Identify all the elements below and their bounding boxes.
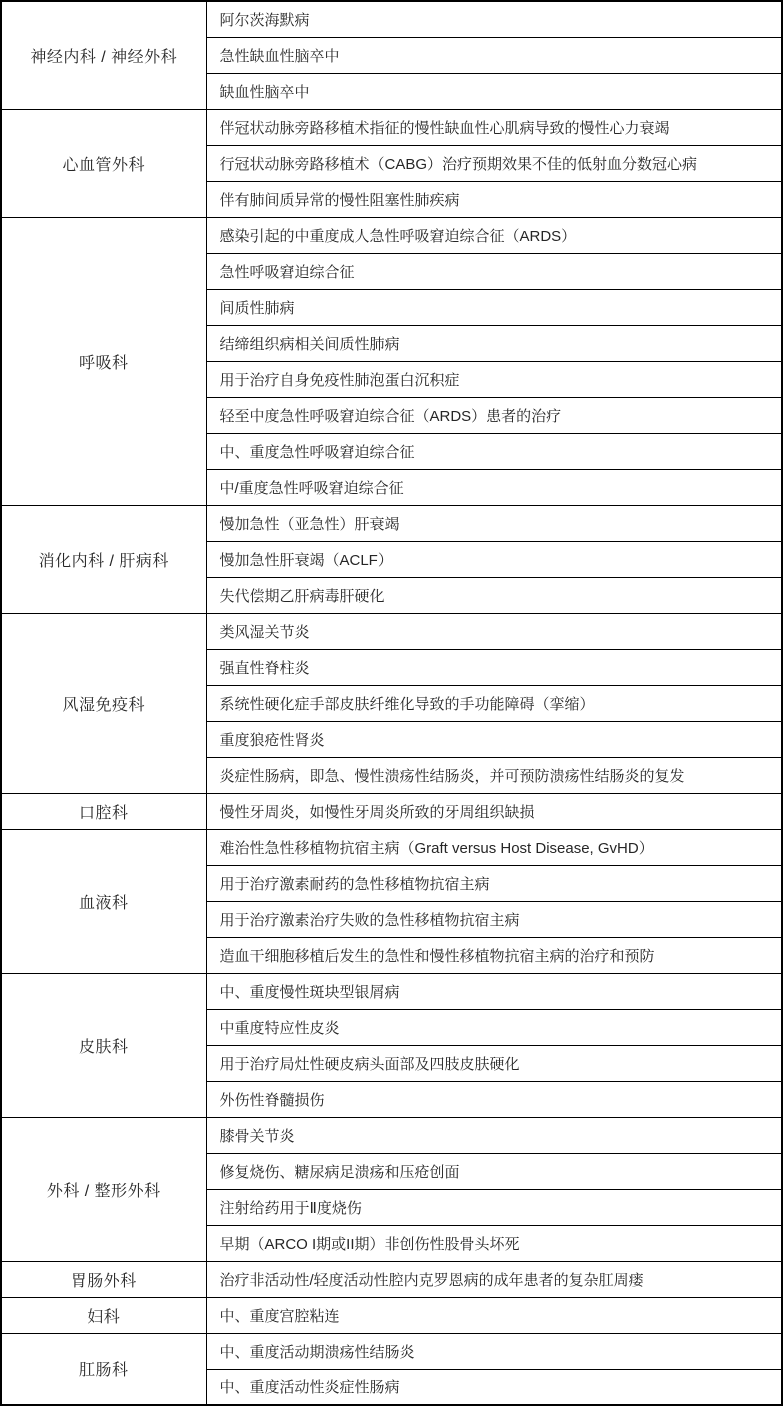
department-cell: 皮肤科 [1,973,206,1117]
indication-cell: 轻至中度急性呼吸窘迫综合征（ARDS）患者的治疗 [206,397,782,433]
indication-cell: 伴冠状动脉旁路移植术指征的慢性缺血性心肌病导致的慢性心力衰竭 [206,109,782,145]
indication-cell: 炎症性肠病，即急、慢性溃疡性结肠炎，并可预防溃疡性结肠炎的复发 [206,757,782,793]
table-body [1,1,782,1405]
indication-cell: 难治性急性移植物抗宿主病（Graft versus Host Disease, GvHD） [206,829,782,865]
department-cell: 血液科 [1,829,206,973]
department-cell: 胃肠外科 [1,1261,206,1297]
indication-cell: 注射给药用于Ⅱ度烧伤 [206,1189,782,1225]
department-cell: 心血管外科 [1,109,206,217]
department-cell: 外科 / 整形外科 [1,1117,206,1261]
indication-cell: 缺血性脑卒中 [206,73,782,109]
table-row [1,829,782,865]
table-row [1,1117,782,1153]
indication-cell: 间质性肺病 [206,289,782,325]
department-cell: 神经内科 / 神经外科 [1,1,206,109]
indication-cell: 感染引起的中重度成人急性呼吸窘迫综合征（ARDS） [206,217,782,253]
indication-cell: 中重度特应性皮炎 [206,1009,782,1045]
indication-cell: 结缔组织病相关间质性肺病 [206,325,782,361]
department-cell: 消化内科 / 肝病科 [1,505,206,613]
table-row [1,613,782,649]
table-row [1,505,782,541]
table-row [1,793,782,829]
indication-cell: 用于治疗激素治疗失败的急性移植物抗宿主病 [206,901,782,937]
indication-cell: 膝骨关节炎 [206,1117,782,1153]
indication-cell: 慢加急性肝衰竭（ACLF） [206,541,782,577]
department-cell: 口腔科 [1,793,206,829]
indication-cell: 急性缺血性脑卒中 [206,37,782,73]
table-row [1,109,782,145]
indication-cell: 用于治疗激素耐药的急性移植物抗宿主病 [206,865,782,901]
indication-cell: 类风湿关节炎 [206,613,782,649]
indication-cell: 慢性牙周炎，如慢性牙周炎所致的牙周组织缺损 [206,793,782,829]
indication-cell: 用于治疗局灶性硬皮病头面部及四肢皮肤硬化 [206,1045,782,1081]
indication-cell: 失代偿期乙肝病毒肝硬化 [206,577,782,613]
indication-cell: 重度狼疮性肾炎 [206,721,782,757]
indication-cell: 强直性脊柱炎 [206,649,782,685]
indication-cell: 中、重度活动性炎症性肠病 [206,1369,782,1405]
table-row [1,1261,782,1297]
indication-cell: 急性呼吸窘迫综合征 [206,253,782,289]
indication-cell: 中、重度宫腔粘连 [206,1297,782,1333]
indication-cell: 中、重度活动期溃疡性结肠炎 [206,1333,782,1369]
indication-cell: 用于治疗自身免疫性肺泡蛋白沉积症 [206,361,782,397]
table-row [1,1297,782,1333]
department-cell: 风湿免疫科 [1,613,206,793]
indication-cell: 治疗非活动性/轻度活动性腔内克罗恩病的成年患者的复杂肛周瘘 [206,1261,782,1297]
indication-cell: 中、重度急性呼吸窘迫综合征 [206,433,782,469]
indication-cell: 慢加急性（亚急性）肝衰竭 [206,505,782,541]
table-row [1,1333,782,1369]
table-row [1,217,782,253]
indication-cell: 中、重度慢性斑块型银屑病 [206,973,782,1009]
indication-cell: 阿尔茨海默病 [206,1,782,37]
indication-cell: 伴有肺间质异常的慢性阻塞性肺疾病 [206,181,782,217]
table-row [1,973,782,1009]
department-cell: 呼吸科 [1,217,206,505]
indication-cell: 中/重度急性呼吸窘迫综合征 [206,469,782,505]
department-cell: 妇科 [1,1297,206,1333]
department-cell: 肛肠科 [1,1333,206,1405]
indication-cell: 行冠状动脉旁路移植术（CABG）治疗预期效果不佳的低射血分数冠心病 [206,145,782,181]
indication-cell: 修复烧伤、糖尿病足溃疡和压疮创面 [206,1153,782,1189]
indication-cell: 造血干细胞移植后发生的急性和慢性移植物抗宿主病的治疗和预防 [206,937,782,973]
table-row [1,1,782,37]
indication-cell: 外伤性脊髓损伤 [206,1081,782,1117]
indication-cell: 早期（ARCO I期或II期）非创伤性股骨头坏死 [206,1225,782,1261]
indication-cell: 系统性硬化症手部皮肤纤维化导致的手功能障碍（挛缩） [206,685,782,721]
